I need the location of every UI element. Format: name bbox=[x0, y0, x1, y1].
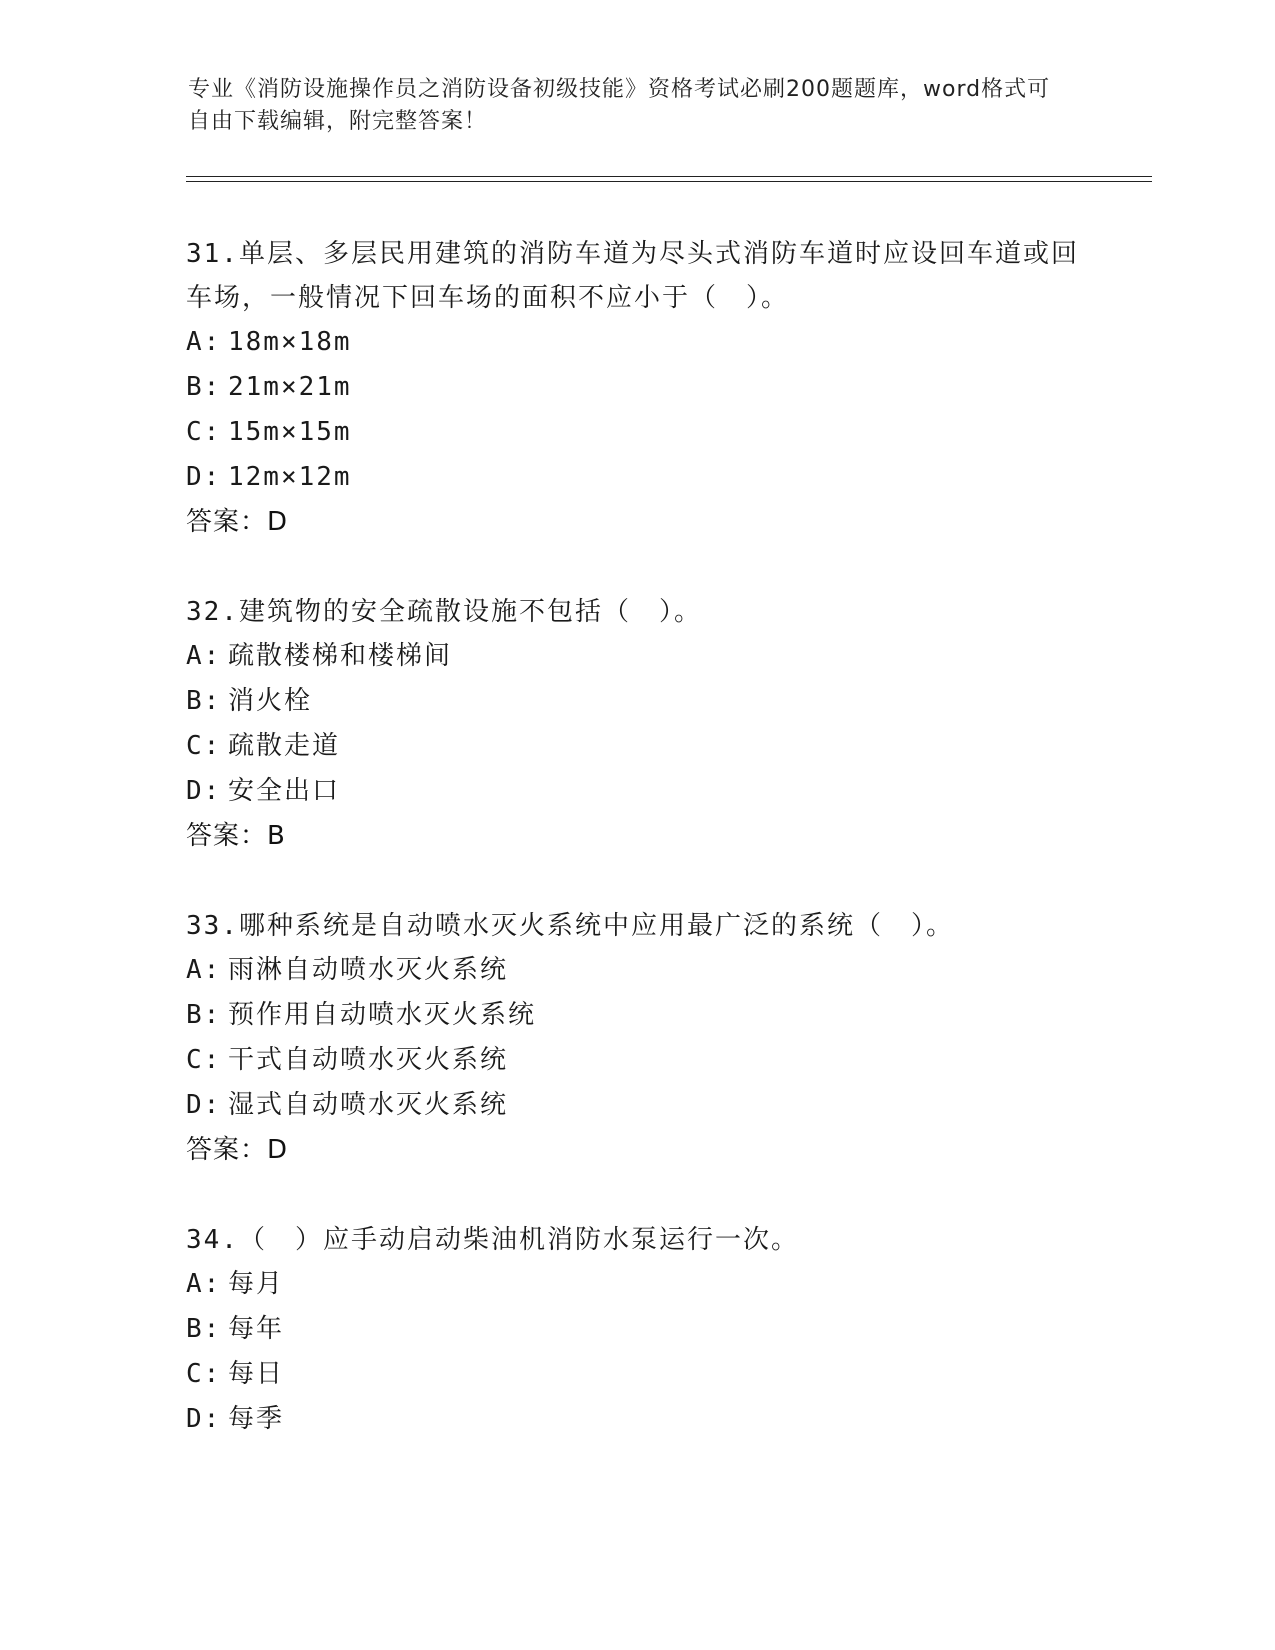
option-b bbox=[186, 679, 1086, 724]
option-key: A: bbox=[186, 327, 222, 357]
option-text: 湿式自动喷水灭火系统 bbox=[228, 1090, 509, 1120]
option-key: A: bbox=[186, 1269, 222, 1299]
option-key: B: bbox=[186, 1314, 222, 1344]
option-b bbox=[186, 1307, 1086, 1352]
option-a bbox=[186, 634, 1086, 679]
option-key: C: bbox=[186, 1359, 222, 1389]
question-stem: 32.建筑物的安全疏散设施不包括（ ）。 bbox=[186, 597, 702, 627]
option-d bbox=[186, 1083, 1086, 1128]
option-text: 疏散走道 bbox=[228, 731, 341, 761]
option-text: 疏散楼梯和楼梯间 bbox=[228, 641, 453, 671]
answer-label: 答案：D bbox=[186, 1135, 289, 1165]
option-d bbox=[186, 1397, 1086, 1442]
answer-label: 答案：B bbox=[186, 821, 286, 851]
question-list bbox=[186, 232, 1086, 1487]
option-key: D: bbox=[186, 462, 222, 492]
option-text: 每日 bbox=[228, 1359, 285, 1389]
question-stem: 31.单层、多层民用建筑的消防车道为尽头式消防车道时应设回车道或回车场，一般情况下回车场的面积不应小于（ ）。 bbox=[186, 239, 1079, 313]
option-b bbox=[186, 993, 1086, 1038]
option-key: B: bbox=[186, 372, 222, 402]
question-31 bbox=[186, 232, 1086, 545]
option-text: 消火栓 bbox=[228, 686, 313, 716]
option-a bbox=[186, 320, 1086, 365]
option-text: 每月 bbox=[228, 1269, 285, 1299]
option-text: 18m×18m bbox=[228, 327, 352, 357]
option-text: 每季 bbox=[228, 1404, 285, 1434]
option-d bbox=[186, 455, 1086, 500]
header-divider-bottom bbox=[186, 181, 1152, 182]
option-text: 21m×21m bbox=[228, 372, 352, 402]
option-d bbox=[186, 769, 1086, 814]
option-key: A: bbox=[186, 955, 222, 985]
option-b bbox=[186, 365, 1086, 410]
option-a bbox=[186, 948, 1086, 993]
option-text: 15m×15m bbox=[228, 417, 352, 447]
option-key: B: bbox=[186, 686, 222, 716]
option-text: 安全出口 bbox=[228, 776, 341, 806]
question-32 bbox=[186, 590, 1086, 859]
option-text: 干式自动喷水灭火系统 bbox=[228, 1045, 509, 1075]
option-text: 12m×12m bbox=[228, 462, 352, 492]
option-key: D: bbox=[186, 1404, 222, 1434]
option-text: 每年 bbox=[228, 1314, 285, 1344]
question-34 bbox=[186, 1218, 1086, 1442]
answer-label: 答案：D bbox=[186, 507, 289, 537]
option-key: D: bbox=[186, 776, 222, 806]
option-c bbox=[186, 724, 1086, 769]
question-stem: 34.（ ）应手动启动柴油机消防水泵运行一次。 bbox=[186, 1225, 799, 1255]
option-key: C: bbox=[186, 417, 222, 447]
option-c bbox=[186, 1038, 1086, 1083]
option-c bbox=[186, 1352, 1086, 1397]
option-key: C: bbox=[186, 1045, 222, 1075]
question-33 bbox=[186, 904, 1086, 1173]
option-key: C: bbox=[186, 731, 222, 761]
option-text: 预作用自动喷水灭火系统 bbox=[228, 1000, 537, 1030]
header-divider-top bbox=[186, 176, 1152, 177]
option-a bbox=[186, 1262, 1086, 1307]
document-header: 专业《消防设施操作员之消防设备初级技能》资格考试必刷200题题库，word格式可自由下载编辑，附完整答案！ bbox=[188, 77, 1051, 134]
option-text: 雨淋自动喷水灭火系统 bbox=[228, 955, 509, 985]
option-c bbox=[186, 410, 1086, 455]
question-stem: 33.哪种系统是自动喷水灭火系统中应用最广泛的系统（ ）。 bbox=[186, 911, 954, 941]
option-key: A: bbox=[186, 641, 222, 671]
option-key: D: bbox=[186, 1090, 222, 1120]
option-key: B: bbox=[186, 1000, 222, 1030]
